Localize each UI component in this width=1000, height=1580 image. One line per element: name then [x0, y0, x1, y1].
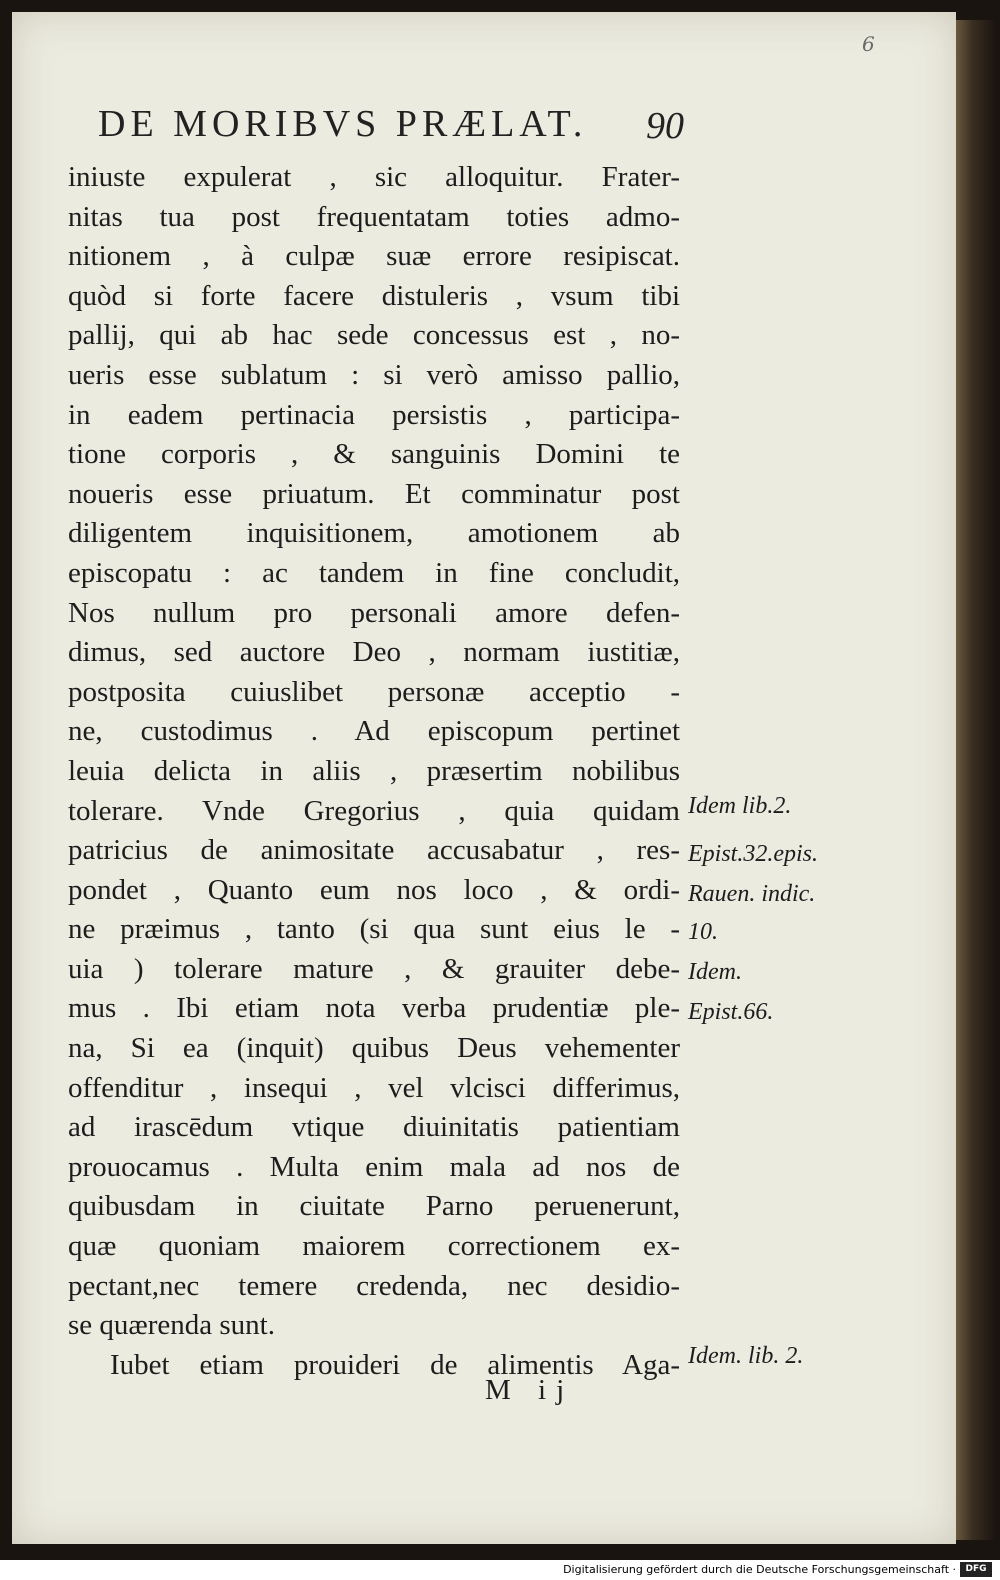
- main-text-block: [68, 158, 680, 1385]
- signature-mark: M ij: [485, 1374, 575, 1406]
- margin-note: Rauen. indic.: [688, 881, 816, 907]
- text-line: ne, custodimus . Ad episcopum pertinet: [68, 715, 680, 748]
- pencil-mark: 6: [862, 32, 875, 56]
- margin-note: Idem. lib. 2.: [688, 1343, 804, 1369]
- text-line: noueris esse priuatum. Et comminatur post: [68, 477, 680, 510]
- margin-note: Idem lib.2.: [688, 793, 792, 819]
- text-line: Iubet etiam prouideri de alimentis Aga-: [110, 1348, 680, 1381]
- margin-note: Epist.66.: [688, 999, 774, 1025]
- text-line: nitionem , à culpæ suæ errore resipiscat.: [68, 240, 680, 273]
- text-line: quibusdam in ciuitate Parno peruenerunt,: [68, 1190, 680, 1223]
- text-line: tolerare. Vnde Gregorius , quia quidam: [68, 794, 680, 827]
- text-line: tione corporis , & sanguinis Domini te: [68, 438, 680, 471]
- text-line: postposita cuiuslibet personæ acceptio -: [68, 675, 680, 708]
- text-line: Nos nullum pro personali amore defen-: [68, 596, 680, 629]
- text-line: prouocamus . Multa enim mala ad nos de: [68, 1150, 680, 1183]
- text-line: nitas tua post frequentatam toties admo-: [68, 200, 680, 233]
- text-line: dimus, sed auctore Deo , normam iustitiæ,: [68, 636, 680, 669]
- text-line: mus . Ibi etiam nota verba prudentiæ ple-: [68, 992, 680, 1025]
- text-line: pondet , Quanto eum nos loco , & ordi-: [68, 873, 680, 906]
- text-line: pallij, qui ab hac sede concessus est , no-: [68, 319, 680, 352]
- text-line: na, Si ea (inquit) quibus Deus vehementer: [68, 1032, 680, 1065]
- running-head: [98, 102, 698, 146]
- digitization-footer: [0, 1560, 1000, 1580]
- text-line: episcopatu : ac tandem in fine concludit,: [68, 556, 680, 589]
- text-line: patricius de animositate accusabatur , res-: [68, 834, 680, 867]
- text-line: quòd si forte facere distuleris , vsum tibi: [68, 279, 680, 312]
- folio-number: 90: [646, 105, 684, 147]
- text-line: diligentem inquisitionem, amotionem ab: [68, 517, 680, 550]
- margin-note: Epist.32.epis.: [688, 841, 818, 867]
- text-line: iniuste expulerat , sic alloquitur. Frater-: [68, 161, 680, 193]
- margin-note: Idem.: [688, 959, 742, 985]
- margin-note: 10.: [688, 919, 718, 945]
- text-line: in eadem pertinacia persistis , participa-: [68, 398, 680, 431]
- text-line: uia ) tolerare mature , & grauiter debe-: [68, 952, 680, 985]
- running-head-title: DE MORIBVS PRÆLAT.: [98, 103, 588, 145]
- text-line: ad irascēdum vtique diuinitatis patientiam: [68, 1111, 680, 1144]
- text-line: ueris esse sublatum : si verò amisso pallio,: [68, 358, 680, 391]
- page-edge: [956, 20, 996, 1540]
- dfg-logo: DFG: [960, 1562, 992, 1577]
- text-line: quæ quoniam maiorem correctionem ex-: [68, 1230, 680, 1263]
- text-line: leuia delicta in aliis , præsertim nobilibus: [68, 754, 680, 787]
- text-line: pectant,nec temere credenda, nec desidio-: [68, 1269, 680, 1302]
- text-line: ne præimus , tanto (si qua sunt eius le -: [68, 913, 680, 946]
- text-line: se quærenda sunt.: [68, 1309, 275, 1342]
- text-line: offenditur , insequi , vel vlcisci differimus,: [68, 1071, 680, 1104]
- funding-credit: Digitalisierung gefördert durch die Deutsche Forschungsgemeinschaft ·: [563, 1563, 956, 1576]
